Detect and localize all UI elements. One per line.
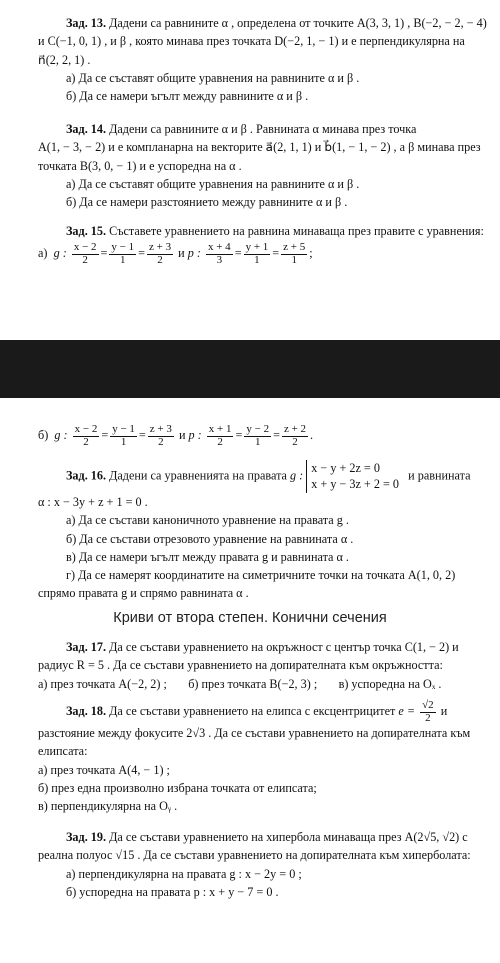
numerator: x − 2	[73, 241, 97, 254]
task-14-intro-1: Дадени са равнините α и β . Равнината α минава през точка	[109, 122, 417, 136]
task-18-part-a: а) през точката A(4, − 1) ;	[38, 762, 170, 777]
task-16-part-b: б) Да се състави отрезовото уравнение на равнината α .	[66, 531, 354, 546]
task-14	[38, 120, 481, 211]
denominator: 2	[292, 435, 298, 448]
numerator: y + 1	[245, 241, 269, 254]
denominator: 2	[158, 435, 164, 448]
numerator: x + 1	[208, 423, 232, 435]
task-15	[38, 222, 484, 266]
task-19	[38, 828, 471, 901]
fraction	[244, 424, 271, 448]
section-title: Криви от втора степен. Конични сечения	[113, 610, 387, 626]
line-p-name: p :	[187, 246, 201, 261]
task-13-intro-3: n⃗(2, 2, 1) .	[38, 52, 91, 67]
task-17-part-c: в) успоредна на Oₓ .	[338, 676, 442, 691]
fraction	[109, 242, 136, 266]
denominator: 3	[216, 253, 223, 266]
task-15-b-prefix: б)	[38, 427, 49, 442]
task-15-intro: Съставете уравнението на равнина минаваща през правите с уравнения:	[109, 224, 484, 238]
end-mark: ;	[309, 246, 313, 261]
numerator: x − 2	[74, 423, 98, 435]
task-19-label: Зад. 19.	[66, 830, 107, 844]
system-eq-2: x + y − 3z + 2 = 0	[311, 477, 400, 492]
task-18-label: Зад. 18.	[66, 703, 107, 718]
task-18	[38, 699, 471, 816]
task-15-part-b: б) g : $\frac{x - 2}{2}$ = $\frac{y - 1}{1}$ = $\frac{z + 3}{2}$ и p : $\frac{x + 1}{2}$ = $\frac{y - 2}{1}$ = $\frac{z + 2}{2}$ .	[38, 423, 314, 448]
line-g-name: g :	[53, 246, 67, 261]
task-14-part-a: а) Да се съставят общите уравнения на равнините α и β .	[66, 176, 360, 191]
task-17-label: Зад. 17.	[66, 640, 107, 654]
line-g-name: g :	[54, 427, 68, 442]
task-16-label: Зад. 16.	[66, 468, 107, 483]
task-16	[38, 460, 471, 603]
task-17-intro-1: Да се състави уравнението на окръжност с център точка C(1, − 2) и	[109, 640, 459, 654]
task-19-part-a: а) перпендикулярна на правата g : x − 2y = 0 ;	[66, 866, 302, 881]
and-word: и	[178, 427, 186, 442]
task-16-part-d-1: г) Да се намерят координатите на симетричните точки на точката A(1, 0, 2)	[66, 568, 456, 583]
numerator: z + 2	[283, 423, 307, 435]
and-word: и	[178, 246, 185, 261]
denominator: 1	[254, 435, 261, 448]
numerator: √2	[422, 699, 434, 711]
numerator: x + 4	[207, 241, 231, 254]
task-16-tail: и равнината	[408, 468, 471, 483]
task-13	[38, 14, 487, 105]
task-17-intro-2: радиус R = 5 . Да се състави уравнението на допирателната към окръжността:	[38, 658, 443, 673]
task-16-part-a: а) Да се състави каноничното уравнение на правата g .	[66, 513, 349, 528]
task-14-intro-2: A(1, − 3, − 2) и е компланарна на векторите a⃗(2, 1, 1) и b⃗(1, − 1, − 2) , а β минава през	[38, 140, 481, 155]
task-15-a-prefix: а)	[38, 246, 48, 261]
dark-separator-band	[0, 340, 500, 398]
task-14-part-b: б) Да се намери разстоянието между равнините α и β .	[66, 195, 348, 210]
end-mark: .	[310, 427, 314, 442]
task-16-part-d-2: спрямо правата g и спрямо равнината α .	[38, 586, 249, 601]
task-16-part-c: в) Да се намери ъгълт между правата g и равнината α .	[66, 549, 349, 564]
task-13-part-b: б) Да се намери ъгълт между равнините α и β .	[66, 89, 309, 104]
numerator: y − 1	[111, 241, 135, 254]
denominator: 1	[291, 253, 297, 266]
denominator: 2	[83, 435, 89, 448]
numerator: y − 2	[246, 423, 270, 435]
task-13-intro-2: и C(−1, 0, 1) , и β , която минава през точката D(−2, 1, − 1) и е перпендикулярна на	[38, 34, 465, 49]
task-15-part-a: а) g : $\frac{x - 2}{2}$ = $\frac{y - 1}{1}$ = $\frac{z + 3}{2}$ и p : $\frac{x + 4}{3}$ = $\frac{y + 1}{1}$ = $\frac{z + 5}{1}$ ;	[38, 241, 313, 266]
fraction	[282, 424, 308, 448]
page-bottom	[0, 398, 500, 963]
task-13-label: Зад. 13.	[66, 16, 107, 30]
task-16-intro: Дадени са уравненията на правата	[109, 468, 287, 483]
denominator: 2	[82, 253, 88, 266]
task-13-part-a: а) Да се съставят общите уравнения на равнините α и β .	[66, 70, 360, 85]
task-16-plane: α : x − 3y + z + 1 = 0 .	[38, 494, 148, 509]
equation-system	[306, 460, 399, 493]
system-eq-1: x − y + 2z = 0	[311, 461, 380, 475]
fraction	[72, 242, 99, 266]
task-15-label: Зад. 15.	[66, 224, 107, 238]
task-19-part-b: б) успоредна на правата p : x + y − 7 = 0 .	[66, 884, 279, 899]
denominator: 2	[217, 435, 223, 448]
task-18-line-2: разстояние между фокусите 2√3 . Да се състави уравнението на допирателната към	[38, 726, 471, 741]
denominator: 1	[120, 435, 127, 448]
and-word: и	[440, 703, 448, 718]
numerator: z + 5	[283, 241, 306, 254]
task-18-intro: Да се състави уравнението на елипса с ексцентрицитет	[109, 703, 396, 718]
task-19-intro-2: реална полуос √15 . Да се състави уравнението на допирателната към хиперболата:	[38, 848, 471, 863]
task-14-intro-3: точката B(3, 0, − 1) и е успоредна на α .	[38, 158, 242, 173]
fraction	[207, 424, 234, 448]
eccentricity-fraction	[420, 700, 436, 724]
task-19-intro-1: Да се състави уравнението на хипербола минаваща през A(2√5, √2) с	[109, 830, 468, 844]
task-17-part-b: б) през точката B(−2, 3) ;	[188, 676, 318, 691]
line-g-name: g :	[290, 468, 304, 483]
numerator: y − 1	[112, 423, 135, 435]
denominator: 1	[120, 253, 126, 266]
task-14-label: Зад. 14.	[66, 122, 107, 136]
denominator: 1	[254, 253, 260, 266]
numerator: z + 3	[149, 241, 172, 254]
fraction	[281, 242, 307, 266]
task-17	[38, 638, 462, 693]
task-18-part-b: б) през една произволно избрана точката от елипсата;	[38, 780, 317, 795]
task-18-part-c: в) перпендикулярна на Oᵧ .	[38, 799, 178, 814]
task-18-line-3: елипсата:	[38, 744, 88, 759]
eccentricity-lhs: e =	[398, 703, 416, 718]
denominator: 2	[425, 711, 431, 724]
fraction	[148, 424, 174, 448]
fraction	[110, 424, 137, 448]
numerator: z + 3	[149, 423, 172, 435]
fraction	[147, 242, 173, 266]
line-p-name: p :	[188, 427, 202, 442]
fraction	[244, 242, 271, 266]
fraction	[73, 424, 100, 448]
page-top	[0, 0, 500, 340]
task-17-part-a: а) през точката A(−2, 2) ;	[38, 676, 167, 691]
task-13-intro-1: Дадени са равнините α , определена от точките A(3, 3, 1) , B(−2, − 2, − 4)	[109, 16, 487, 30]
task-17-parts	[38, 675, 462, 693]
fraction	[206, 242, 233, 266]
denominator: 2	[157, 253, 163, 266]
